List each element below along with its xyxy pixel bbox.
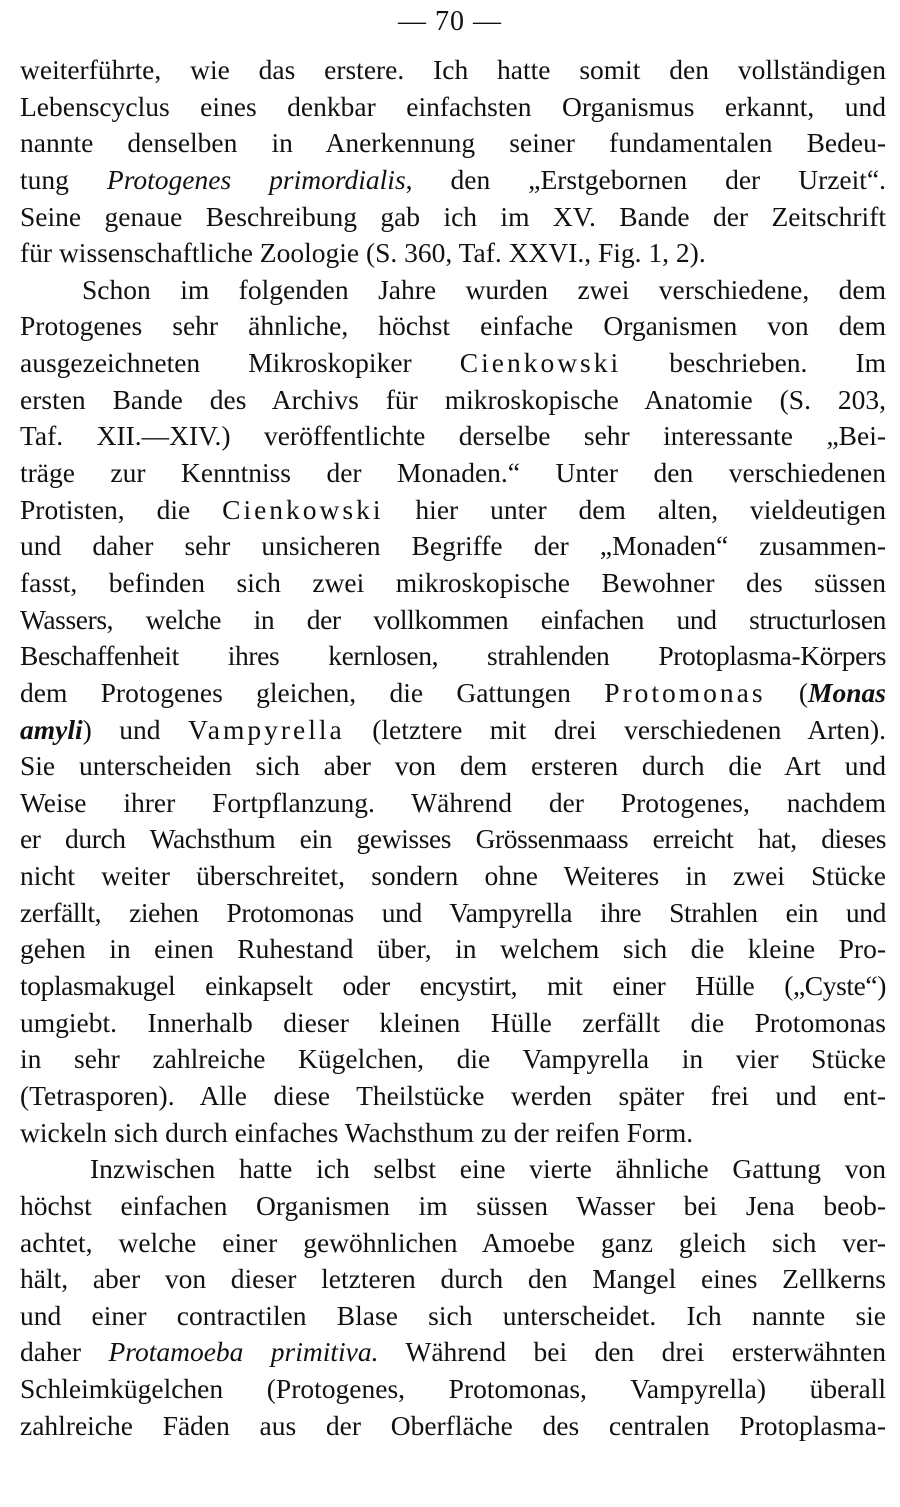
text-segment: (letztere mit drei verschiedenen Arten). bbox=[344, 713, 886, 745]
text-line: Schon im folgenden Jahre wurden zwei verschiedene, dem bbox=[82, 273, 886, 305]
text-segment: Während bei den drei ersterwähnten bbox=[378, 1336, 886, 1368]
text-line: (Tetrasporen). Alle diese Theilstücke werden später frei und ent- bbox=[20, 1079, 886, 1111]
text-line: für wissenschaftliche Zoologie (S. 360, Taf. XXVI., Fig. 1, 2). bbox=[20, 237, 706, 269]
text-line: zerfällt, ziehen Protomonas und Vampyrella ihre Strahlen ein und bbox=[20, 896, 886, 928]
text-line: zahlreiche Fäden aus der Oberfläche des centralen Protoplasma- bbox=[20, 1409, 886, 1441]
text-line bbox=[20, 345, 886, 382]
species-name: Protamoeba primitiva. bbox=[108, 1336, 379, 1368]
text-line: und daher sehr unsicheren Begriffe der „Monaden“ zusammen- bbox=[20, 530, 886, 562]
text-line: achtet, welche einer gewöhnlichen Amoebe ganz gleich sich ver- bbox=[20, 1226, 886, 1258]
text-line bbox=[20, 492, 886, 529]
text-line: und einer contractilen Blase sich unterscheidet. Ich nannte sie bbox=[20, 1299, 886, 1331]
text-line: nannte denselben in Anerkennung seiner fundamentalen Bedeu- bbox=[20, 127, 886, 159]
text-line: Inzwischen hatte ich selbst eine vierte ähnliche Gattung von bbox=[90, 1153, 886, 1185]
text-line: Seine genaue Beschreibung gab ich im XV. Bande der Zeitschrift bbox=[20, 200, 886, 232]
genus-name: Vampyrella bbox=[187, 713, 345, 745]
species-name: amyli bbox=[20, 713, 83, 745]
author-name: Cienkowski bbox=[222, 493, 384, 525]
text-line: umgiebt. Innerhalb dieser kleinen Hülle zerfällt die Protomonas bbox=[20, 1006, 886, 1038]
text-line: nicht weiter überschreitet, sondern ohne Weiteres in zwei Stücke bbox=[20, 860, 886, 892]
text-line: gehen in einen Ruhestand über, in welchem sich die kleine Pro- bbox=[20, 933, 886, 965]
text-segment: tung bbox=[20, 163, 107, 195]
text-line bbox=[20, 162, 886, 199]
text-segment: hier unter dem alten, vieldeutigen bbox=[383, 493, 886, 525]
text-line: er durch Wachsthum ein gewisses Grössenmaass erreicht hat, dieses bbox=[20, 823, 886, 855]
text-line: Wassers, welche in der vollkommen einfachen und structurlosen bbox=[20, 603, 886, 635]
text-line: in sehr zahlreiche Kügelchen, die Vampyrella in vier Stücke bbox=[20, 1043, 886, 1075]
text-line bbox=[20, 675, 886, 712]
text-segment: ausgezeichneten Mikroskopiker bbox=[20, 347, 460, 379]
text-line bbox=[20, 1334, 886, 1371]
text-line: Protogenes sehr ähnliche, höchst einfache Organismen von dem bbox=[20, 310, 886, 342]
genus-name: Protomonas bbox=[604, 676, 766, 708]
text-line: hält, aber von dieser letzteren durch den Mangel eines Zellkerns bbox=[20, 1263, 886, 1295]
text-line: träge zur Kenntniss der Monaden.“ Unter den verschiedenen bbox=[20, 457, 886, 489]
text-line: ersten Bande des Archivs für mikroskopische Anatomie (S. 203, bbox=[20, 383, 886, 415]
text-line bbox=[20, 712, 886, 749]
text-line: wickeln sich durch einfaches Wachsthum zu der reifen Form. bbox=[20, 1116, 694, 1148]
text-line: Taf. XII.—XIV.) veröffentlichte derselbe sehr interessante „Bei- bbox=[20, 420, 886, 452]
text-line: weiterführte, wie das erstere. Ich hatte somit den vollständigen bbox=[20, 54, 886, 85]
text-segment: beschrieben. Im bbox=[621, 347, 886, 379]
text-line: Beschaffenheit ihres kernlosen, strahlenden Protoplasma-Körpers bbox=[20, 640, 886, 672]
text-line: Weise ihrer Fortpflanzung. Während der Protogenes, nachdem bbox=[20, 786, 886, 818]
text-line: höchst einfachen Organismen im süssen Wasser bei Jena beob- bbox=[20, 1189, 886, 1221]
text-segment: , den „Erstgebornen der Urzeit“. bbox=[405, 163, 886, 195]
text-segment: dem Protogenes gleichen, die Gattungen bbox=[20, 676, 605, 708]
text-line: Schleimkügelchen (Protogenes, Protomonas, Vampyrella) überall bbox=[20, 1373, 886, 1405]
text-segment: Protisten, die bbox=[20, 493, 223, 525]
text-line: toplasmakugel einkapselt oder encystirt, mit einer Hülle („Cyste“) bbox=[20, 970, 886, 1002]
text-line: Lebenscyclus eines denkbar einfachsten Organismus erkannt, und bbox=[20, 90, 886, 122]
text-segment: daher bbox=[20, 1336, 109, 1368]
text-segment: ( bbox=[765, 676, 809, 708]
text-line: fasst, befinden sich zwei mikroskopische Bewohner des süssen bbox=[20, 566, 886, 598]
page-number: — 70 — bbox=[398, 6, 502, 37]
body-text bbox=[20, 52, 886, 1444]
text-line: Sie unterscheiden sich aber von dem ersteren durch die Art und bbox=[20, 750, 886, 782]
text-segment: ) und bbox=[82, 713, 188, 745]
species-name: Protogenes primordialis bbox=[106, 163, 406, 195]
species-name: Monas bbox=[808, 676, 886, 708]
author-name: Cienkowski bbox=[459, 347, 622, 379]
